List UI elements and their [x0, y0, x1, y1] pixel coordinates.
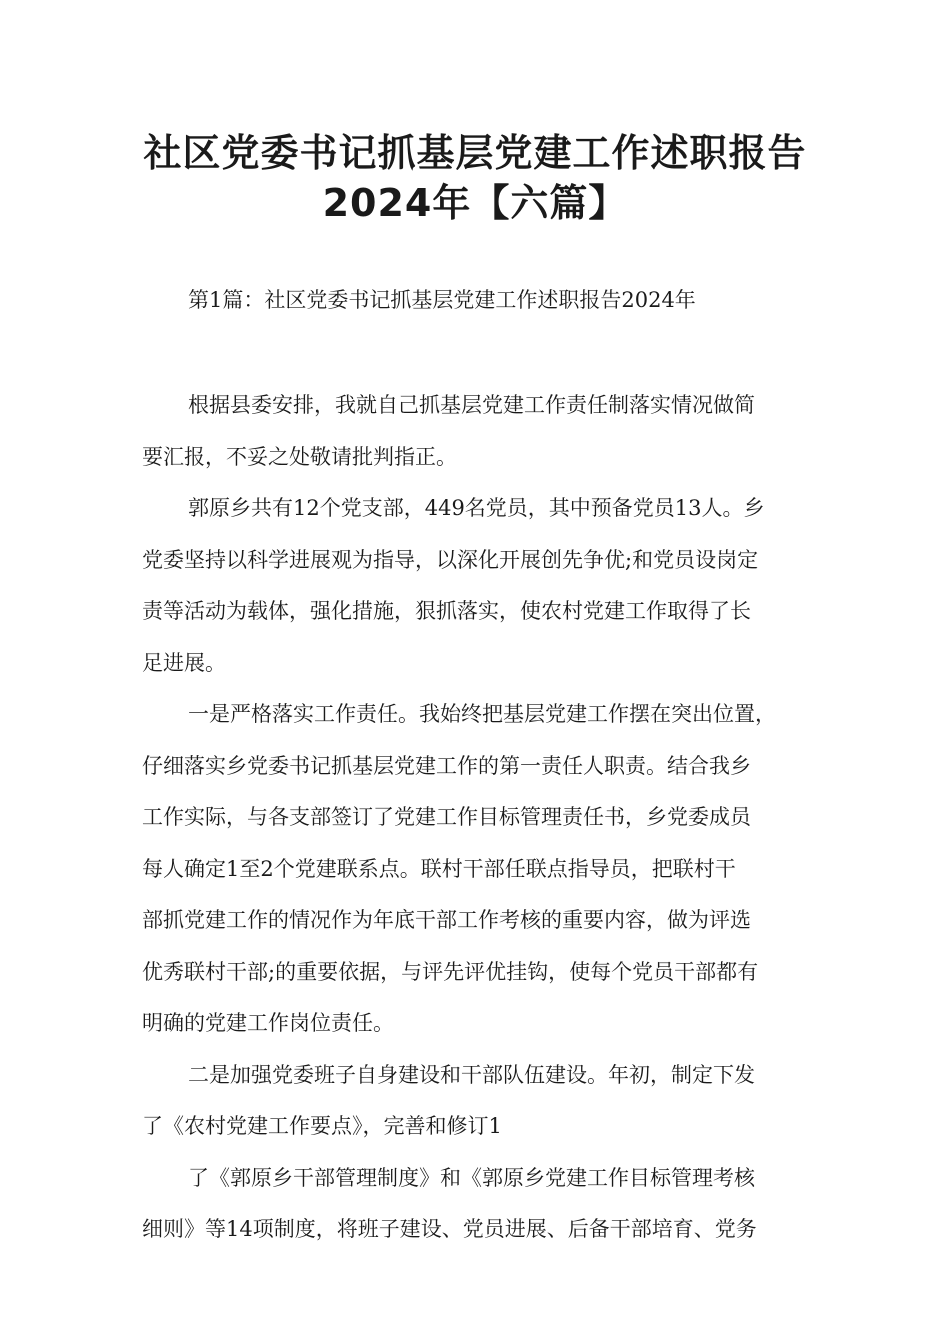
body-paragraph — [142, 380, 822, 483]
paragraph-line: 工作实际，与各支部签订了党建工作目标管理责任书，乡党委成员 — [142, 805, 751, 829]
paragraph-line: 仔细落实乡党委书记抓基层党建工作的第一责任人职责。结合我乡 — [142, 753, 751, 778]
paragraph-line: 二是加强党委班子自身建设和干部队伍建设。年初，制定下发 — [188, 1062, 755, 1087]
paragraph-line: 优秀联村干部;的重要依据，与评先评优挂钩，使每个党员干部都有 — [142, 959, 759, 984]
paragraph-line: 根据县委安排，我就自己抓基层党建工作责任制落实情况做简 — [188, 393, 755, 417]
paragraph-line: 足进展。 — [142, 650, 226, 675]
paragraph-line: 要汇报，不妥之处敬请批判指正。 — [142, 444, 457, 469]
body-paragraph — [142, 1153, 822, 1256]
paragraph-line: 一是严格落实工作责任。我始终把基层党建工作摆在突出位置， — [188, 702, 776, 726]
paragraph-line: 责等活动为载体，强化措施，狠抓落实，使农村党建工作取得了长 — [142, 599, 751, 623]
paragraph-line: 明确的党建工作岗位责任。 — [142, 1011, 394, 1035]
paragraph-line: 细则》等14项制度，将班子建设、党员进展、后备干部培育、党务 — [142, 1217, 757, 1241]
chapter-subtitle: 第1篇：社区党委书记抓基层党建工作述职报告2024年 — [188, 288, 696, 312]
document-title — [110, 128, 840, 228]
paragraph-line: 每人确定1至2个党建联系点。联村干部任联点指导员，把联村干 — [142, 856, 736, 881]
paragraph-line: 了《郭原乡干部管理制度》和《郭原乡党建工作目标管理考核 — [188, 1165, 755, 1190]
document-body — [142, 380, 822, 1256]
paragraph-line: 郭原乡共有12个党支部，449名党员，其中预备党员13人。乡 — [188, 496, 765, 520]
title-line-1: 社区党委书记抓基层党建工作述职报告 — [143, 131, 807, 175]
title-line-2: 2024年【六篇】 — [322, 181, 628, 225]
body-paragraph — [142, 483, 822, 689]
paragraph-line: 党委坚持以科学进展观为指导，以深化开展创先争优;和党员设岗定 — [142, 547, 759, 572]
body-paragraph — [142, 1050, 822, 1153]
paragraph-line: 了《农村党建工作要点》，完善和修订1 — [142, 1114, 502, 1138]
paragraph-line: 部抓党建工作的情况作为年底干部工作考核的重要内容，做为评选 — [142, 908, 751, 932]
body-paragraph — [142, 689, 822, 1050]
